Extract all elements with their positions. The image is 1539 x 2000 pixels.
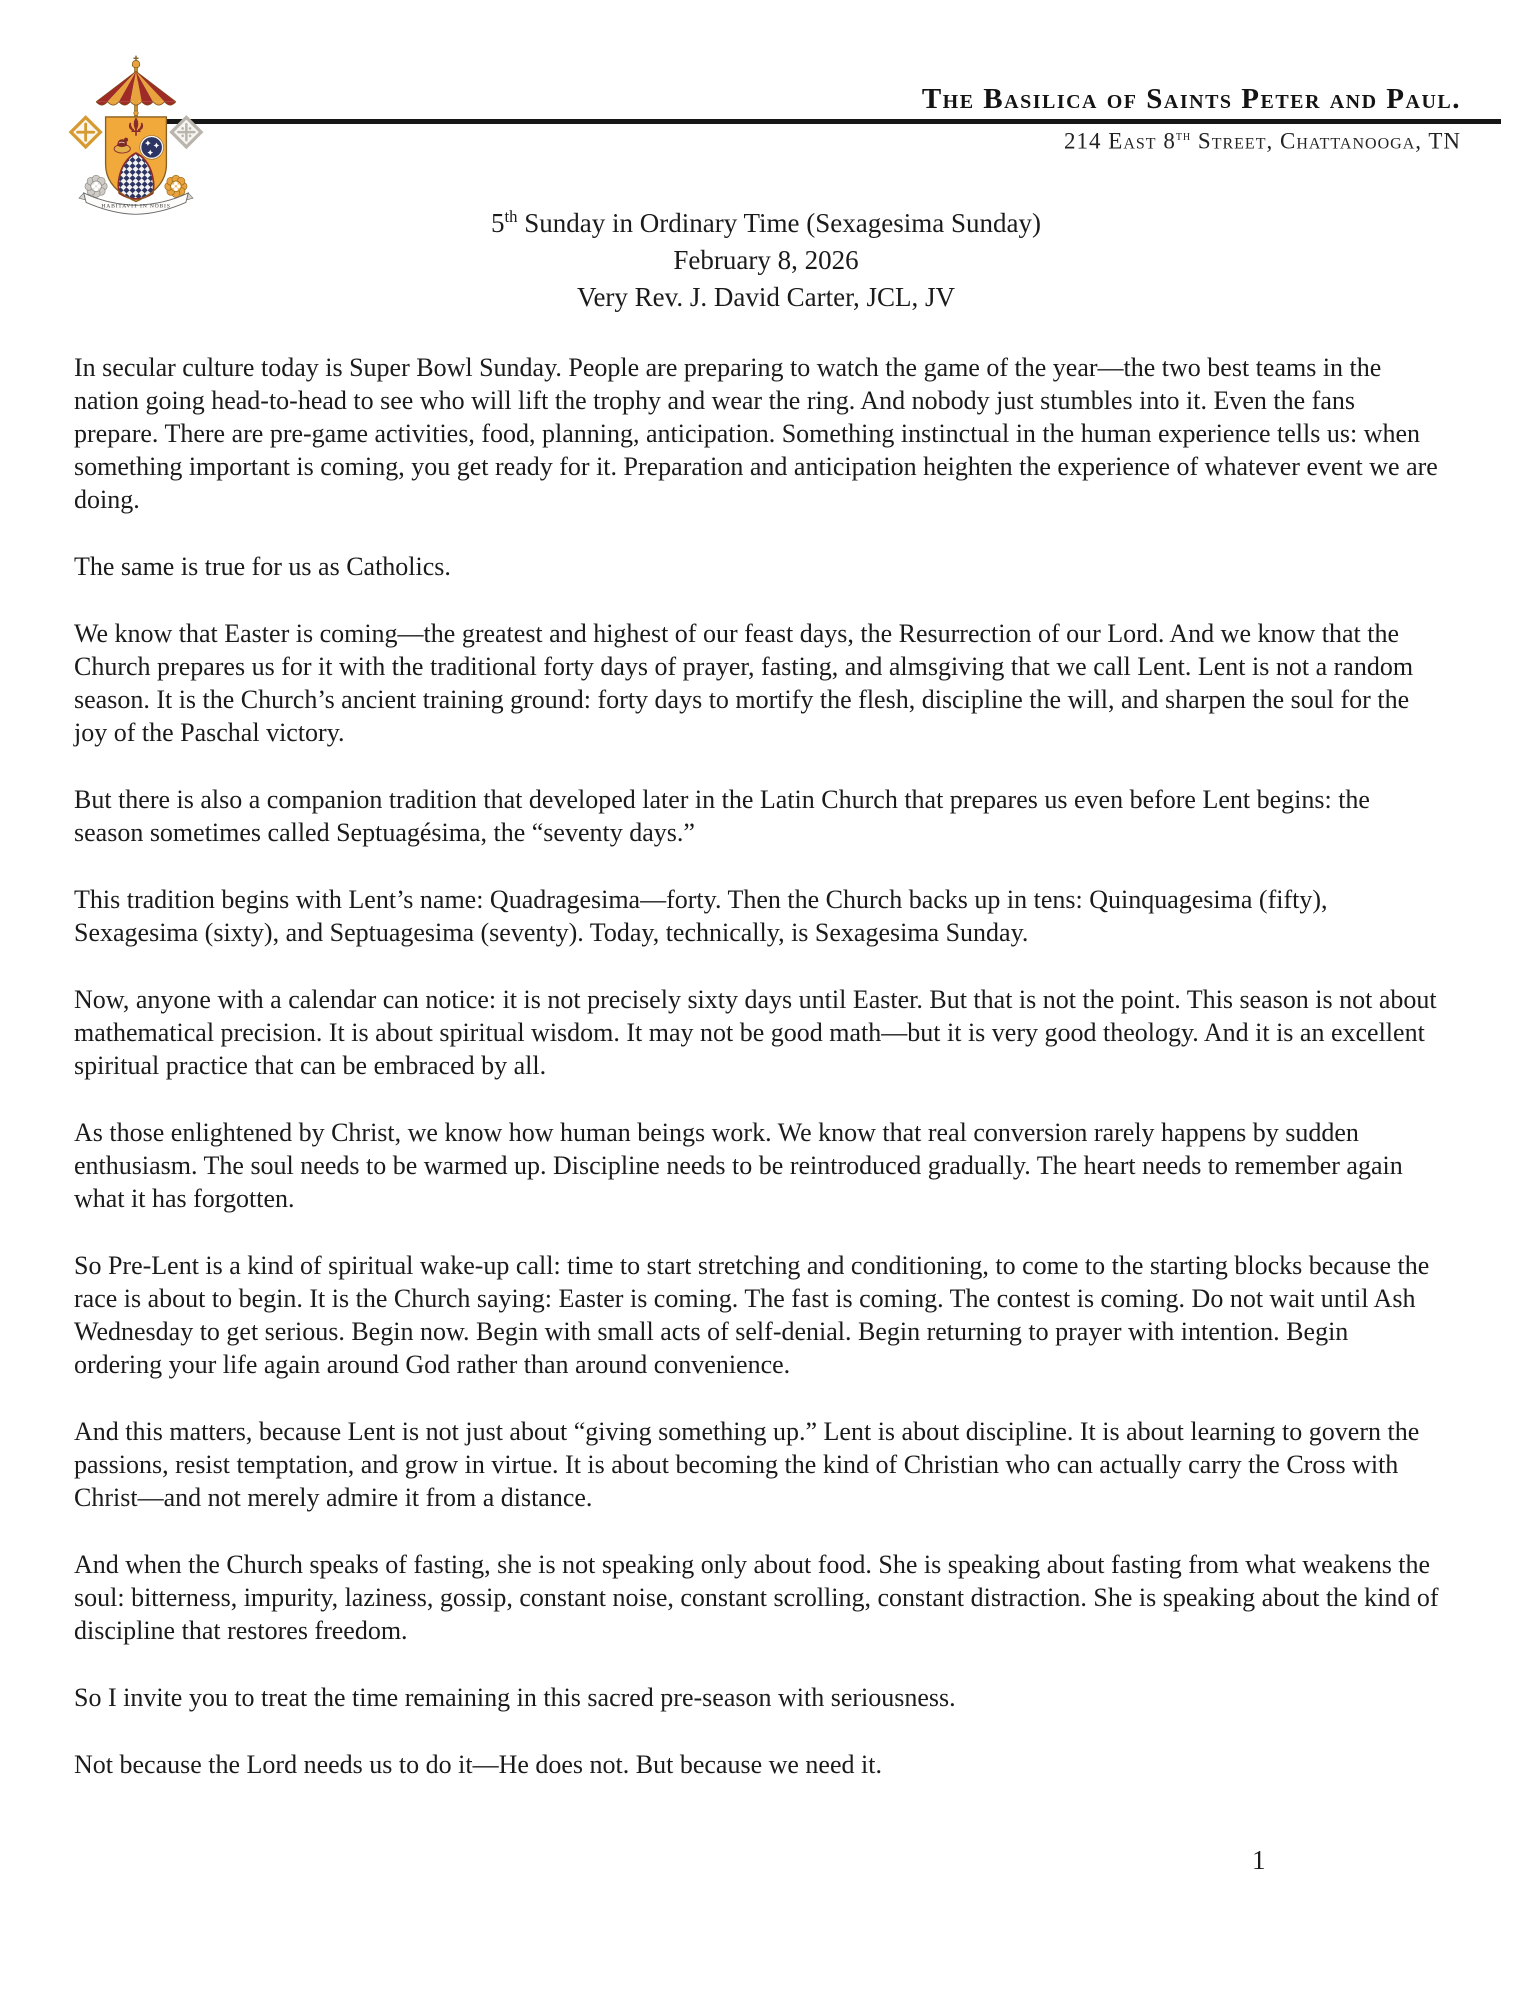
organization-name: The Basilica of Saints Peter and Paul.: [921, 83, 1461, 115]
homily-date: February 8, 2026: [673, 245, 859, 275]
title-prefix: 5: [491, 208, 505, 238]
letterhead: [922, 82, 1461, 154]
body-paragraph: We know that Easter is coming—the greatest and highest of our feast days, the Resurrection of our Lord. And we know that the Church prepares us for it with the traditional forty days of prayer, fasting, and almsgiving that we call Lent. Lent is not a random season. It is the Church’s ancient training ground: forty days to mortify the flesh, discipline the will, and sharpen the soul for the joy of the Paschal victory.: [74, 619, 1414, 747]
body-paragraph: This tradition begins with Lent’s name: Quadragesima—forty. Then the Church backs up in tens: Quinquagesima (fifty), Sexagesima (sixty), and Septuagesima (seventy). Today, technically, is Sexagesima Sunday.: [74, 885, 1328, 947]
logo-motto-text: HABITAVIT IN NOBIS: [101, 203, 171, 210]
address-prefix: 214 East 8: [1064, 128, 1176, 154]
body-paragraph: Not because the Lord needs us to do it—He does not. But because we need it.: [74, 1750, 882, 1779]
title-block: [70, 198, 1462, 316]
silver-key-diamond-icon: [172, 117, 202, 147]
homily-author: Very Rev. J. David Carter, JCL, JV: [576, 282, 956, 312]
gold-key-diamond-icon: [71, 117, 101, 147]
body-paragraph: So I invite you to treat the time remaining in this sacred pre-season with seriousness.: [74, 1683, 956, 1712]
body-paragraph: As those enlightened by Christ, we know how human beings work. We know that real conversion rarely happens by sudden enthusiasm. The soul needs to be warmed up. Discipline needs to be reintroduced gradually. The heart needs to remember again what it has forgotten.: [74, 1118, 1403, 1213]
title-rest: Sunday in Ordinary Time (Sexagesima Sunday): [517, 208, 1041, 238]
body-paragraph: And when the Church speaks of fasting, she is not speaking only about food. She is speaking about fasting from what weakens the soul: bitterness, impurity, laziness, gossip, constant noise, constant scrolling, constant distraction. She is speaking about the kind of discipline that restores freedom.: [74, 1550, 1439, 1645]
body-paragraph: And this matters, because Lent is not just about “giving something up.” Lent is about discipline. It is about learning to govern the passions, resist temptation, and grow in virtue. It is about becoming the kind of Christian who can actually carry the Cross with Christ—and not merely admire it from a distance.: [74, 1417, 1420, 1512]
silver-rosette-icon: [85, 175, 107, 197]
body-paragraph: But there is also a companion tradition that developed later in the Latin Church that prepares us even before Lent begins: the season sometimes called Septuagésima, the “seventy days.”: [74, 785, 1370, 847]
title-ordinal: th: [504, 207, 518, 226]
body-paragraph: In secular culture today is Super Bowl Sunday. People are preparing to watch the game of the year—the two best teams in the nation going head-to-head to see who will lift the trophy and wear the ring. And nobody just stumbles into it. Even the fans prepare. There are pre-game activities, food, planning, anticipation. Something instinctual in the human experience tells us: when something important is coming, you get ready for it. Preparation and anticipation heighten the experience of whatever event we are doing.: [74, 353, 1438, 514]
shield-icon: [106, 117, 167, 202]
address-rest: Street, Chattanooga, TN: [1191, 128, 1461, 154]
gold-rosette-icon: [165, 175, 187, 197]
address-ordinal: th: [1175, 128, 1192, 144]
organization-address: [922, 124, 1461, 154]
body-paragraph: So Pre-Lent is a kind of spiritual wake-up call: time to start stretching and conditioning, to come to the starting blocks because the race is about to begin. It is the Church saying: Easter is coming. The fast is coming. The contest is coming. Do not wait until Ash Wednesday to get serious. Begin now. Begin with small acts of self-denial. Begin returning to prayer with intention. Begin ordering your life again around God rather than around convenience.: [74, 1251, 1430, 1379]
body-paragraph: Now, anyone with a calendar can notice: it is not precisely sixty days until Easter. But that is not the point. This season is not about mathematical precision. It is about spiritual wisdom. It may not be good math—but it is very good theology. And it is an excellent spiritual practice that can be embraced by all.: [74, 985, 1437, 1080]
ombrellino-icon: [96, 56, 176, 119]
homily-title: [70, 198, 1462, 242]
page-number: 1: [1252, 1845, 1266, 1875]
basilica-coat-of-arms-logo: [60, 54, 212, 216]
homily-body: [74, 351, 1442, 1815]
body-paragraph: The same is true for us as Catholics.: [74, 552, 451, 581]
